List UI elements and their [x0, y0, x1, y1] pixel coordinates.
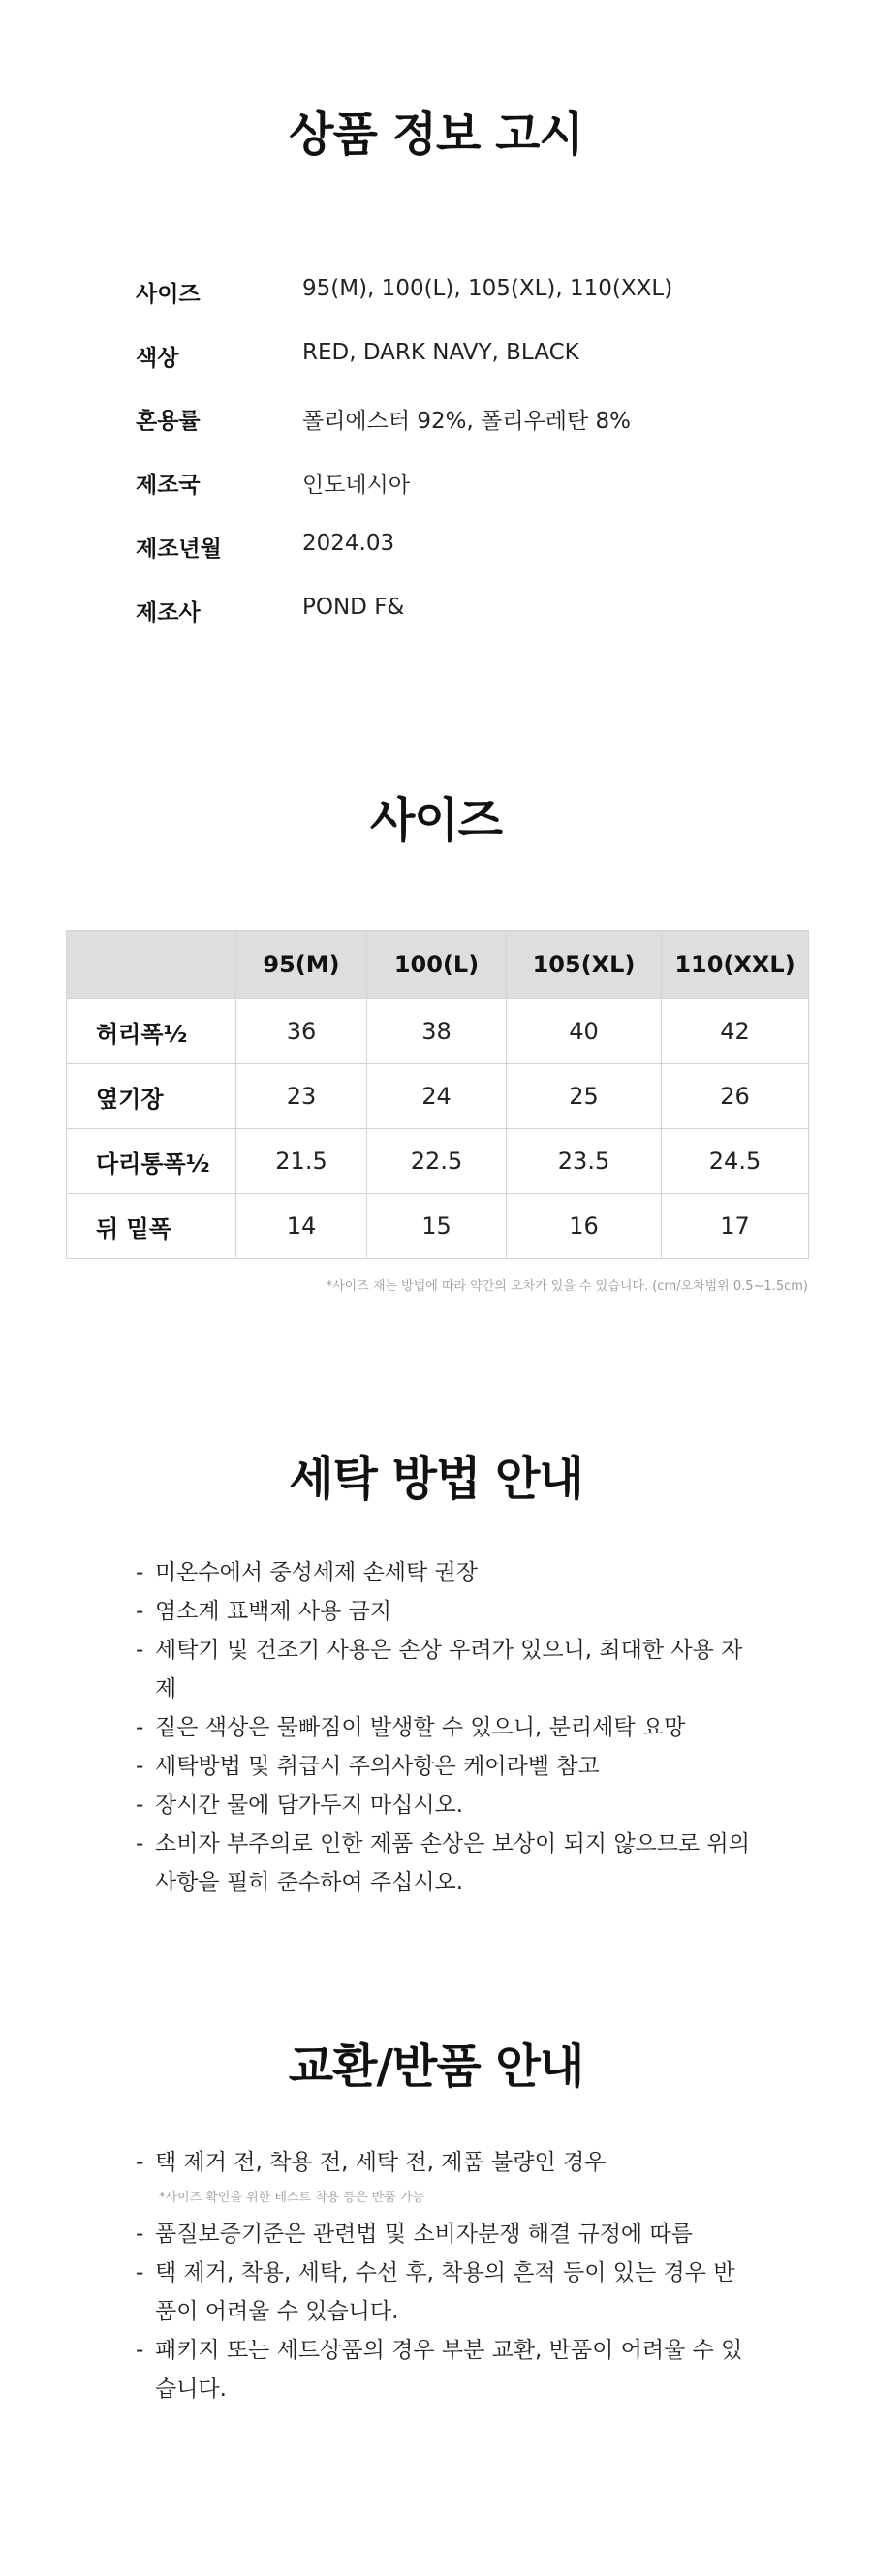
table-cell: 17: [662, 1194, 809, 1259]
list-item: - 택 제거, 착용, 세탁, 수선 후, 착용의 흔적 등이 있는 경우 반품이 어려울 수 있습니다.: [136, 2260, 735, 2324]
header-cell: 105(XL): [507, 931, 662, 999]
table-cell: 42: [662, 999, 809, 1064]
table-row: [67, 999, 809, 1064]
info-label: 제조국: [136, 473, 201, 498]
table-cell: 25: [507, 1064, 662, 1129]
table-cell: 15: [367, 1194, 507, 1259]
header-cell: [67, 931, 236, 999]
row-label: 옆기장: [67, 1064, 236, 1129]
row-label: 허리폭½: [67, 999, 236, 1064]
info-row-material: [136, 403, 794, 442]
table-cell: 23.5: [507, 1129, 662, 1194]
table-cell: 22.5: [367, 1129, 507, 1194]
product-info-title: 상품 정보 고시: [289, 107, 583, 162]
size-table: [66, 930, 809, 1259]
info-row-manufacture-date: [136, 531, 794, 569]
list-item: - 염소계 표백제 사용 금지: [136, 1599, 392, 1624]
info-value: POND F&: [302, 595, 405, 620]
info-label: 제조사: [136, 600, 201, 626]
size-measurement-note: *사이즈 재는 방법에 따라 약간의 오차가 있을 수 있습니다. (cm/오차범위 0.5~1.5cm): [326, 1279, 808, 1294]
table-cell: 36: [236, 999, 367, 1064]
header-cell: 100(L): [367, 931, 507, 999]
info-row-size: [136, 276, 794, 315]
header-cell: 95(M): [236, 931, 367, 999]
list-item: - 세탁방법 및 취급시 주의사항은 케어라벨 참고: [136, 1754, 600, 1779]
info-value: 95(M), 100(L), 105(XL), 110(XXL): [302, 276, 673, 301]
size-title: 사이즈: [369, 793, 503, 847]
row-label: 다리통폭½: [67, 1129, 236, 1194]
list-item: - 품질보증기준은 관련법 및 소비자분쟁 해결 규정에 따름: [136, 2222, 693, 2247]
table-row: [67, 1194, 809, 1259]
header-cell: 110(XXL): [662, 931, 809, 999]
info-row-manufacturer: [136, 595, 794, 633]
list-item: - 택 제거 전, 착용 전, 세탁 전, 제품 불량인 경우 *사이즈 확인을 위한 테스트 착용 등은 반품 가능: [136, 2143, 756, 2215]
table-cell: 21.5: [236, 1129, 367, 1194]
info-value: 폴리에스터 92%, 폴리우레탄 8%: [302, 409, 632, 434]
info-value: 인도네시아: [302, 473, 411, 498]
list-item: - 짙은 색상은 물빠짐이 발생할 수 있으니, 분리세탁 요망: [136, 1715, 686, 1740]
row-label: 뒤 밑폭: [67, 1194, 236, 1259]
table-cell: 24: [367, 1064, 507, 1129]
list-item: - 미온수에서 중성세제 손세탁 권장: [136, 1560, 478, 1585]
table-cell: 16: [507, 1194, 662, 1259]
table-cell: 24.5: [662, 1129, 809, 1194]
list-item: - 장시간 물에 담가두지 마십시오.: [136, 1793, 464, 1818]
exchange-title: 교환/반품 안내: [288, 2039, 584, 2094]
table-cell: 38: [367, 999, 507, 1064]
info-value: RED, DARK NAVY, BLACK: [302, 340, 579, 365]
info-label: 혼용률: [136, 409, 201, 434]
table-header-row: [67, 931, 809, 999]
table-cell: 14: [236, 1194, 367, 1259]
info-row-country: [136, 467, 794, 506]
list-item-note: *사이즈 확인을 위한 테스트 착용 등은 반품 가능: [159, 2191, 425, 2205]
list-item: - 패키지 또는 세트상품의 경우 부분 교환, 반품이 어려울 수 있습니다.: [136, 2338, 743, 2402]
list-item: - 소비자 부주의로 인한 제품 손상은 보상이 되지 않으므로 위의 사항을 필히 준수하여 주십시오.: [136, 1831, 750, 1895]
washing-list: [136, 1553, 756, 1902]
table-row: [67, 1064, 809, 1129]
washing-title: 세탁 방법 안내: [289, 1452, 583, 1506]
info-label: 사이즈: [136, 282, 201, 307]
table-row: [67, 1129, 809, 1194]
info-row-color: [136, 340, 794, 379]
info-value: 2024.03: [302, 531, 395, 556]
table-cell: 26: [662, 1064, 809, 1129]
info-label: 제조년월: [136, 537, 222, 562]
exchange-list: [136, 2143, 756, 2408]
table-cell: 23: [236, 1064, 367, 1129]
info-label: 색상: [136, 346, 179, 371]
table-cell: 40: [507, 999, 662, 1064]
list-item: - 세탁기 및 건조기 사용은 손상 우려가 있으니, 최대한 사용 자제: [136, 1638, 743, 1702]
